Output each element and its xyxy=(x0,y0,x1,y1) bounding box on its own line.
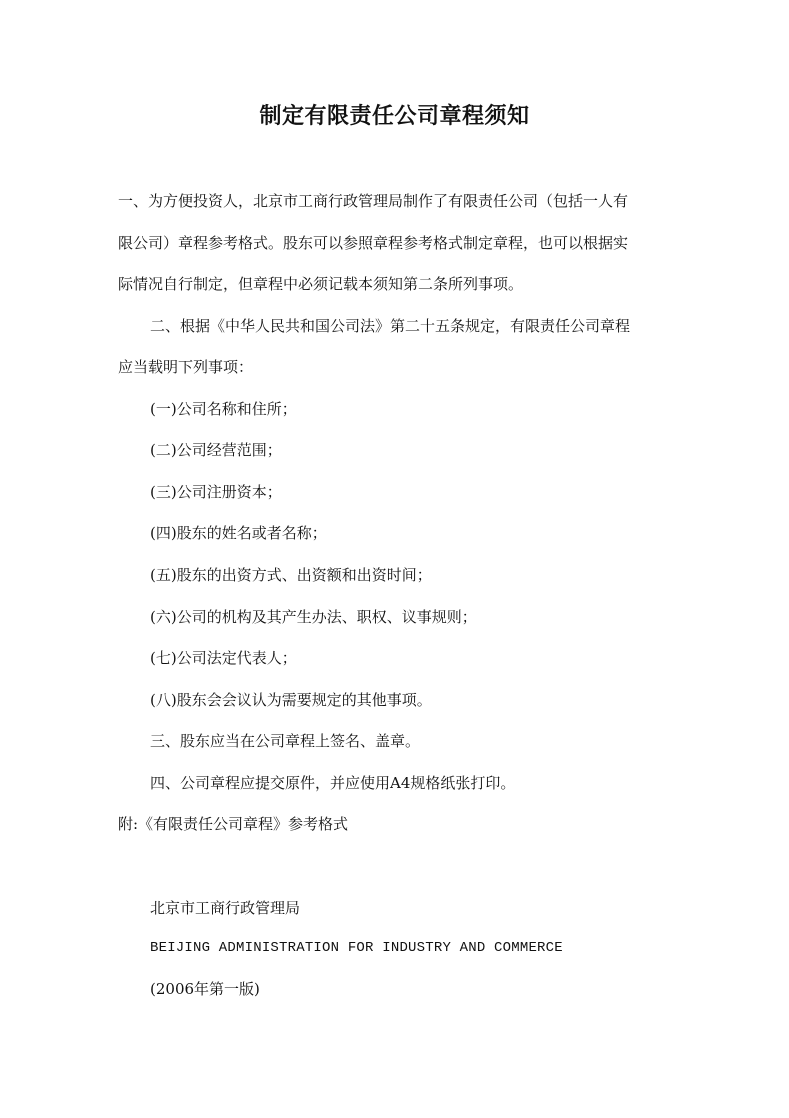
para4: 四、公司章程应提交原件，并应使用A4规格纸张打印。 xyxy=(150,774,516,792)
appendix-line: 附:《有限责任公司章程》参考格式 xyxy=(118,815,349,833)
para2-line1: 二、根据《中华人民共和国公司法》第二十五条规定，有限责任公司章程 xyxy=(150,317,631,335)
para1-line1: 一、为方便投资人，北京市工商行政管理局制作了有限责任公司（包括一人有 xyxy=(118,192,629,210)
list-item: (四)股东的姓名或者名称； xyxy=(150,524,327,542)
list-item: (八)股东会会议认为需要规定的其他事项。 xyxy=(150,691,432,709)
list-item: (三)公司注册资本； xyxy=(150,483,282,501)
edition-label: (2006年第一版) xyxy=(150,980,260,998)
list-item: (七)公司法定代表人； xyxy=(150,649,297,667)
list-item: (二)公司经营范围； xyxy=(150,441,282,459)
list-item: (六)公司的机构及其产生办法、职权、议事规则； xyxy=(150,608,477,626)
issuer-english: BEIJING ADMINISTRATION FOR INDUSTRY AND COMMERCE xyxy=(150,940,563,956)
issuer-chinese: 北京市工商行政管理局 xyxy=(150,899,301,917)
list-item: (五)股东的出资方式、出资额和出资时间； xyxy=(150,566,432,584)
para2-line2: 应当载明下列事项： xyxy=(118,358,254,376)
list-item: (一)公司名称和住所； xyxy=(150,400,297,418)
para3: 三、股东应当在公司章程上签名、盖章。 xyxy=(150,732,421,750)
para1-line2: 限公司）章程参考格式。股东可以参照章程参考格式制定章程，也可以根据实 xyxy=(118,234,629,252)
para1-line3: 际情况自行制定，但章程中必须记载本须知第二条所列事项。 xyxy=(118,275,524,293)
document-title: 制定有限责任公司章程须知 xyxy=(259,103,530,129)
